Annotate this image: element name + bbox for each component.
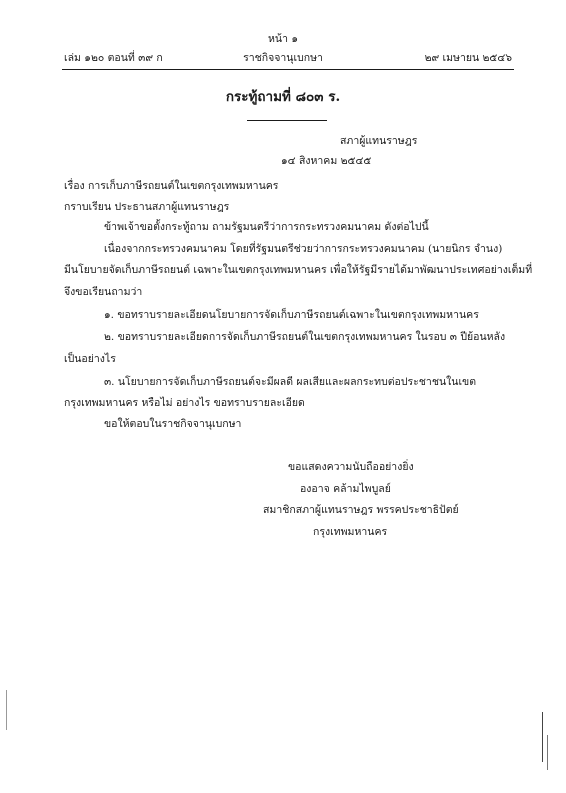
closing-regards: ขอแสดงความนับถืออย่างยิ่ง (288, 461, 414, 473)
signer-province: กรุงเทพมหานคร (313, 526, 388, 538)
question-3-line: กรุงเทพมหานคร หรือไม่ อย่างไร ขอทราบรายละเอียด (64, 397, 305, 409)
question-2-line: ๒. ขอทราบรายละเอียดการจัดเก็บภาษีรถยนต์ในเขตกรุงเทพมหานคร ในรอบ ๓ ปีย้อนหลัง (104, 331, 506, 343)
page-number: หน้า ๑ (268, 33, 298, 45)
document-date: ๑๔ สิงหาคม ๒๕๔๕ (281, 155, 372, 167)
volume-issue: เล่ม ๑๒๐ ตอนที่ ๓๙ ก (64, 52, 163, 64)
title-underline (247, 120, 327, 121)
salutation: กราบเรียน ประธานสภาผู้แทนราษฎร (64, 201, 230, 213)
body-paragraph-line: เนื่องจากกระทรวงคมนาคม โดยที่รัฐมนตรีช่วยว่าการกระทรวงคมนาคม (นายนิกร จำนง) (104, 243, 503, 255)
signer-name: องอาจ คล้ามไพบูลย์ (300, 483, 391, 495)
signer-position: สมาชิกสภาผู้แทนราษฎร พรรคประชาธิปัตย์ (263, 504, 459, 516)
document-title: กระทู้ถามที่ ๘๐๓ ร. (225, 89, 341, 105)
addressee: สภาผู้แทนราษฎร (340, 135, 418, 147)
header-rule (62, 69, 514, 70)
subject: เรื่อง การเก็บภาษีรถยนต์ในเขตกรุงเทพมหานคร (64, 180, 279, 192)
scan-edge-mark (542, 712, 543, 762)
question-1: ๑. ขอทราบรายละเอียดนโยบายการจัดเก็บภาษีรถยนต์เฉพาะในเขตกรุงเทพมหานคร (104, 309, 479, 321)
intro-paragraph: ข้าพเจ้าขอตั้งกระทู้ถาม ถามรัฐมนตรีว่าการกระทรวงคมนาคม ดังต่อไปนี้ (104, 221, 429, 233)
question-3-line: ๓. นโยบายการจัดเก็บภาษีรถยนต์จะมีผลดี ผลเสียและผลกระทบต่อประชาชนในเขต (104, 376, 477, 388)
body-paragraph-line: มีนโยบายจัดเก็บภาษีรถยนต์ เฉพาะในเขตกรุงเทพมหานคร เพื่อให้รัฐมีรายได้มาพัฒนาประเทศอย่างเต็มที่ (64, 264, 533, 276)
scan-edge-mark (6, 690, 7, 730)
gazette-name: ราชกิจจานุเบกษา (243, 52, 323, 64)
response-request: ขอให้ตอบในราชกิจจานุเบกษา (104, 418, 242, 430)
body-paragraph-line: จึงขอเรียนถามว่า (64, 286, 143, 298)
gazette-date: ๒๙ เมษายน ๒๕๔๖ (424, 52, 512, 64)
question-2-line: เป็นอย่างไร (64, 353, 116, 365)
scan-edge-mark (547, 735, 548, 770)
